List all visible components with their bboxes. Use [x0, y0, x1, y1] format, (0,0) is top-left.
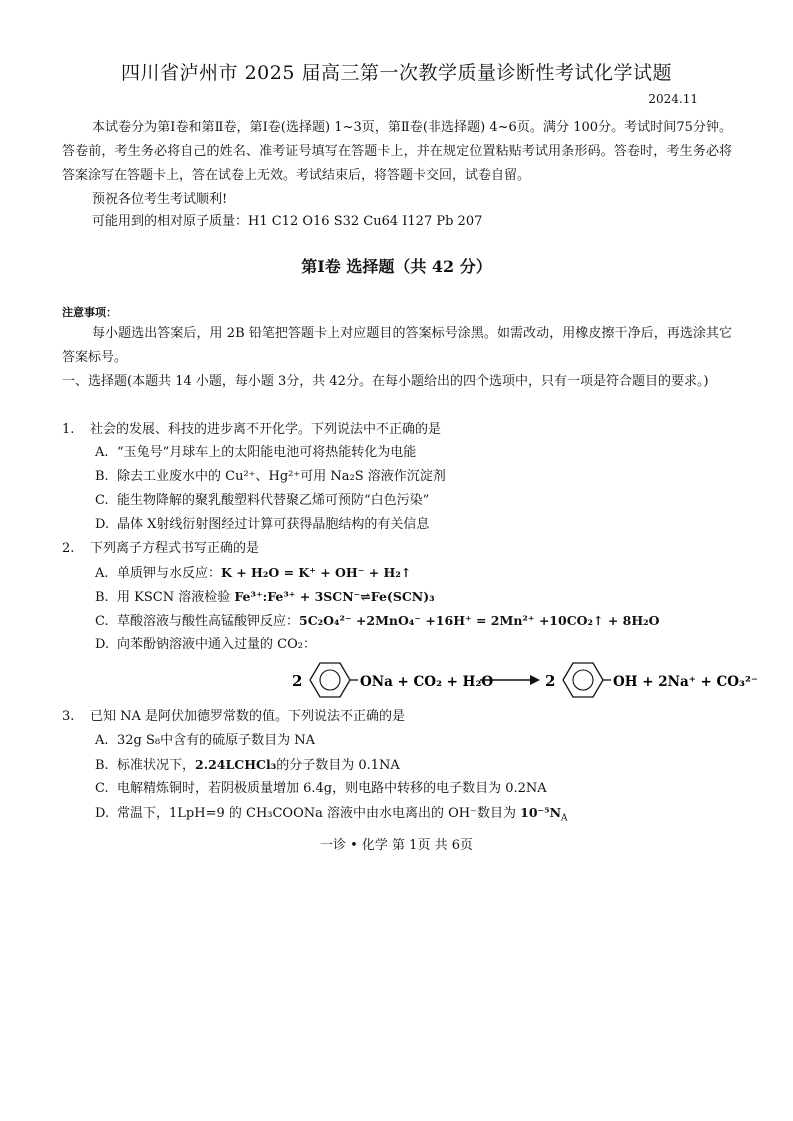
- option-text: 单质钾与水反应：: [117, 566, 222, 581]
- option-2c: [95, 610, 660, 633]
- option-text: 草酸溶液与酸性高锰酸钾反应：: [117, 614, 300, 629]
- ionic-equation: K + H₂O = K⁺ + OH⁻ + H₂↑: [221, 565, 412, 580]
- page-footer: 一诊 • 化学 第 1页 共 6页: [319, 838, 473, 853]
- exam-title: 四川省泸州市 2025 届高三第一次教学质量诊断性考试化学试题: [121, 62, 672, 84]
- option-2b: [95, 586, 435, 609]
- option-1b: [95, 466, 446, 488]
- question-number: 1.: [62, 422, 75, 437]
- question-stem: 已知 NA 是阿伏加德罗常数的值。下列说法不正确的是: [90, 709, 406, 724]
- option-text: “玉兔号”月球车上的太阳能电池可将热能转化为电能: [117, 445, 417, 460]
- option-label: D.: [95, 637, 110, 652]
- option-label: C.: [95, 781, 109, 796]
- option-2a: [95, 562, 411, 585]
- left-group: ONa + CO₂ + H₂O: [360, 674, 494, 690]
- option-3d: [95, 802, 568, 830]
- formula-subscript: A: [561, 813, 568, 824]
- question-3: [62, 706, 405, 728]
- intro-paragraph: 本试卷分为第Ⅰ卷和第Ⅱ卷，第Ⅰ卷(选择题) 1~3页，第Ⅱ卷(非选择题) 4~6页。满分 100分。考试时间75分钟。答卷前，考生务必将自己的姓名、准考证号填写在答题卡上，并在规定位置粘贴考试用条形码。答卷时，考生务必将答案涂写在答题卡上，答在试卷上无效。考试结束后，将答题卡交回，试卷自留。: [62, 120, 732, 183]
- question-stem: 社会的发展、科技的进步离不开化学。下列说法中不正确的是: [90, 422, 442, 437]
- option-text: 常温下，1LpH=9 的 CH₃COONa 溶液中由水电离出的 OH⁻数目为: [117, 806, 516, 821]
- option-3b: [95, 754, 400, 777]
- option-text-tail: 的分子数目为 0.1NA: [276, 758, 400, 773]
- ionic-equation: Fe³⁺:Fe³⁺ + 3SCN⁻⇌Fe(SCN)₃: [234, 589, 435, 604]
- question-number: 3.: [62, 709, 75, 724]
- left-coefficient: 2: [292, 672, 303, 690]
- option-3a: [95, 730, 315, 752]
- option-text: 标准状况下，: [117, 758, 196, 773]
- right-coefficient: 2: [545, 672, 556, 690]
- option-label: A.: [95, 445, 109, 460]
- option-text: 32g S₈中含有的硫原子数目为 NA: [117, 733, 316, 748]
- formula: 2.24LCHCl₃: [195, 757, 277, 772]
- option-text: 除去工业废水中的 Cu²⁺、Hg²⁺可用 Na₂S 溶液作沉淀剂: [117, 469, 446, 484]
- right-group: OH + 2Na⁺ + CO₃²⁻: [613, 674, 758, 690]
- option-text: 电解精炼铜时，若阴极质量增加 6.4g，则电路中转移的电子数目为 0.2NA: [117, 781, 547, 796]
- option-label: B.: [95, 469, 109, 484]
- option-1d: [95, 514, 429, 536]
- question-2: [62, 538, 259, 560]
- phenolate-reaction-diagram: [292, 658, 758, 702]
- option-text: 向苯酚钠溶液中通入过量的 CO₂：: [117, 637, 316, 652]
- option-label: B.: [95, 590, 109, 605]
- note-heading: 注意事项：: [62, 306, 117, 319]
- benzene-ring-right: [563, 663, 611, 697]
- greeting-line: 预祝各位考生考试顺利!: [92, 192, 228, 207]
- option-label: A.: [95, 733, 109, 748]
- option-text: 能生物降解的聚乳酸塑料代替聚乙烯可预防“白色污染”: [117, 493, 430, 508]
- option-text: 用 KSCN 溶液检验: [117, 590, 231, 605]
- instruction-text: 一、选择题(本题共 14 小题，每小题 3分，共 42分。在每小题给出的四个选项中，只有一项是符合题目的要求。): [62, 374, 709, 389]
- atomic-mass-line: 可能用到的相对原子质量：H1 C12 O16 S32 Cu64 I127 Pb 207: [92, 214, 483, 229]
- option-label: B.: [95, 758, 109, 773]
- section-title: 第Ⅰ卷 选择题（共 42 分）: [301, 257, 492, 276]
- option-label: D.: [95, 806, 110, 821]
- option-1c: [95, 490, 429, 512]
- option-label: D.: [95, 517, 110, 532]
- ionic-equation: 5C₂O₄²⁻ +2MnO₄⁻ +16H⁺ = 2Mn²⁺ +10CO₂↑ + 8H₂O: [299, 613, 660, 628]
- question-stem: 下列离子方程式书写正确的是: [90, 541, 260, 556]
- option-1a: [95, 442, 416, 464]
- option-label: C.: [95, 493, 109, 508]
- note-text: 每小题选出答案后，用 2B 铅笔把答题卡上对应题目的答案标号涂黑。如需改动，用橡皮擦干净后，再选涂其它答案标号。: [62, 326, 732, 365]
- option-label: A.: [95, 566, 109, 581]
- exam-date: 2024.11: [648, 92, 698, 106]
- question-number: 2.: [62, 541, 75, 556]
- question-1: [62, 419, 441, 441]
- option-2d: [95, 634, 316, 656]
- option-3c: [95, 778, 547, 800]
- formula: 10⁻⁵N: [520, 805, 562, 820]
- benzene-ring-left: [310, 663, 358, 697]
- option-text: 晶体 X射线衍射图经过计算可获得晶胞结构的有关信息: [117, 517, 430, 532]
- option-label: C.: [95, 614, 109, 629]
